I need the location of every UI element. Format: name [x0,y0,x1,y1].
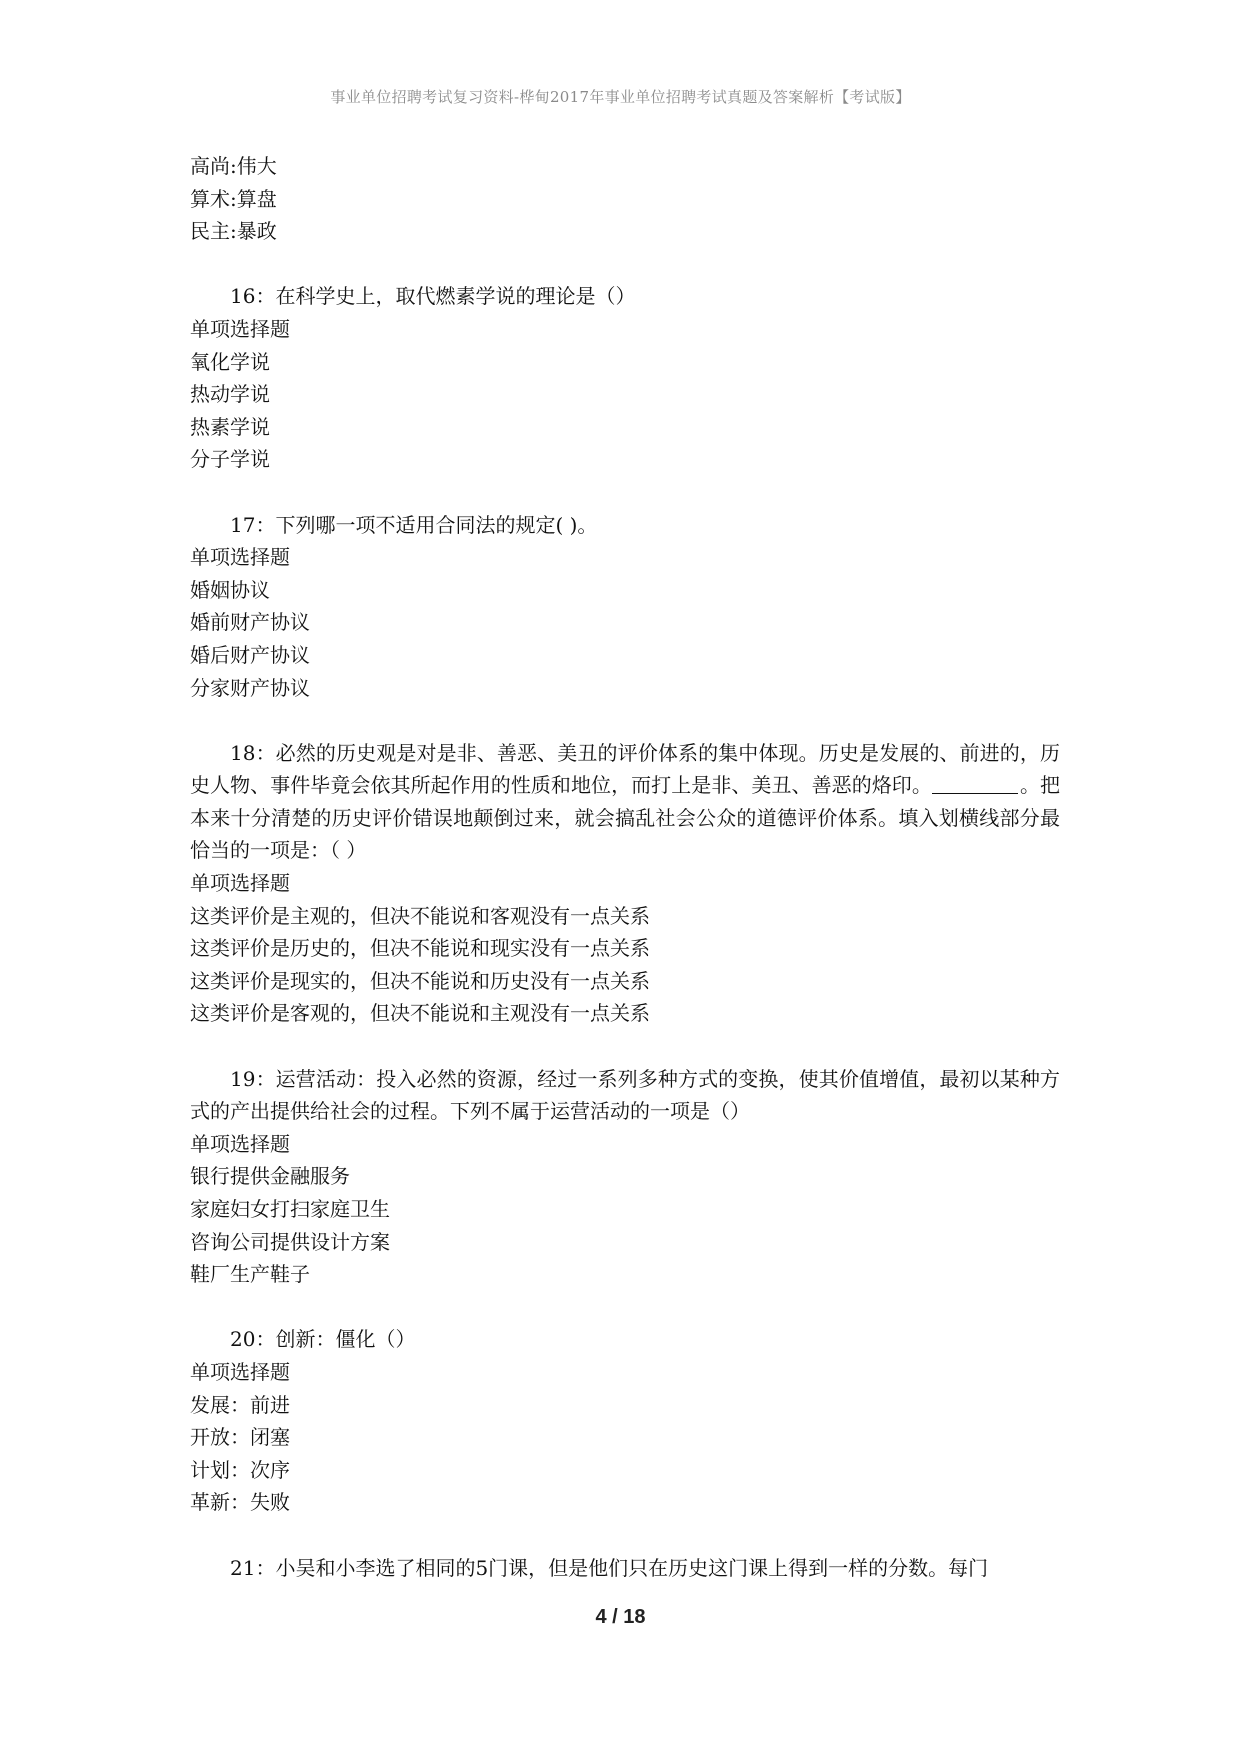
option: 革新：失败 [190,1490,290,1515]
option: 开放：闭塞 [190,1425,290,1450]
option: 计划：次序 [190,1457,290,1482]
option: 民主:暴政 [190,219,277,244]
option: 这类评价是客观的，但决不能说和主观没有一点关系 [190,1001,650,1026]
question-stem: 21：小吴和小李选了相同的5门课，但是他们只在历史这门课上得到一样的分数。每门 [230,1555,989,1580]
option: 婚姻协议 [190,577,270,602]
option: 婚后财产协议 [190,642,310,667]
option: 高尚:伟大 [190,154,277,178]
option: 热动学说 [190,382,270,407]
question-stem-part2: 。把本来十分清楚的历史评价错误地颠倒过来，就会搞乱社会公众的道德评价体系。填入划横线部分最恰当的一项是：（ ） [190,773,1061,863]
option: 分子学说 [190,447,270,472]
question-type: 单项选择题 [190,1131,290,1156]
option: 氧化学说 [190,349,270,374]
document-body [190,150,1060,1584]
fill-in-blank [932,775,1018,794]
question-stem: 19：运营活动：投入必然的资源，经过一系列多种方式的变换，使其价值增值，最初以某种方式的产出提供给社会的过程。下列不属于运营活动的一项是（） [190,1066,1060,1124]
question-stem-part1: 18：必然的历史观是对是非、善恶、美丑的评价体系的集中体现。历史是发展的、前进的，历史人物、事件毕竟会依其所起作用的性质和地位，而打上是非、美丑、善恶的烙印。 [190,740,1060,798]
question-type: 单项选择题 [190,316,290,341]
question-18 [190,737,1060,1030]
question-16 [190,280,1060,476]
option: 分家财产协议 [190,675,310,700]
option: 咨询公司提供设计方案 [190,1229,390,1254]
question-17 [190,509,1060,705]
question-21 [190,1552,1060,1585]
option: 婚前财产协议 [190,610,310,635]
question-type: 单项选择题 [190,545,290,570]
option: 算术:算盘 [190,186,277,211]
carryover-options [190,150,1060,248]
question-19 [190,1063,1060,1291]
option: 这类评价是现实的，但决不能说和历史没有一点关系 [190,968,650,993]
option: 发展：前进 [190,1392,290,1417]
option: 家庭妇女打扫家庭卫生 [190,1197,390,1221]
question-stem: 16：在科学史上，取代燃素学说的理论是（） [230,284,636,309]
question-type: 单项选择题 [190,871,290,896]
question-stem: 20：创新：僵化（） [230,1327,416,1352]
question-type: 单项选择题 [190,1359,290,1384]
page-header: 事业单位招聘考试复习资料-桦甸2017年事业单位招聘考试真题及答案解析【考试版】 [330,88,911,106]
option: 这类评价是主观的，但决不能说和客观没有一点关系 [190,903,650,928]
question-stem [190,737,1060,867]
option: 鞋厂生产鞋子 [190,1262,310,1287]
option: 银行提供金融服务 [190,1164,350,1189]
page-number: 4 / 18 [595,1606,646,1628]
question-stem: 17：下列哪一项不适用合同法的规定( )。 [230,512,598,537]
option: 热素学说 [190,414,270,439]
option: 这类评价是历史的，但决不能说和现实没有一点关系 [190,936,650,961]
question-20 [190,1323,1060,1519]
